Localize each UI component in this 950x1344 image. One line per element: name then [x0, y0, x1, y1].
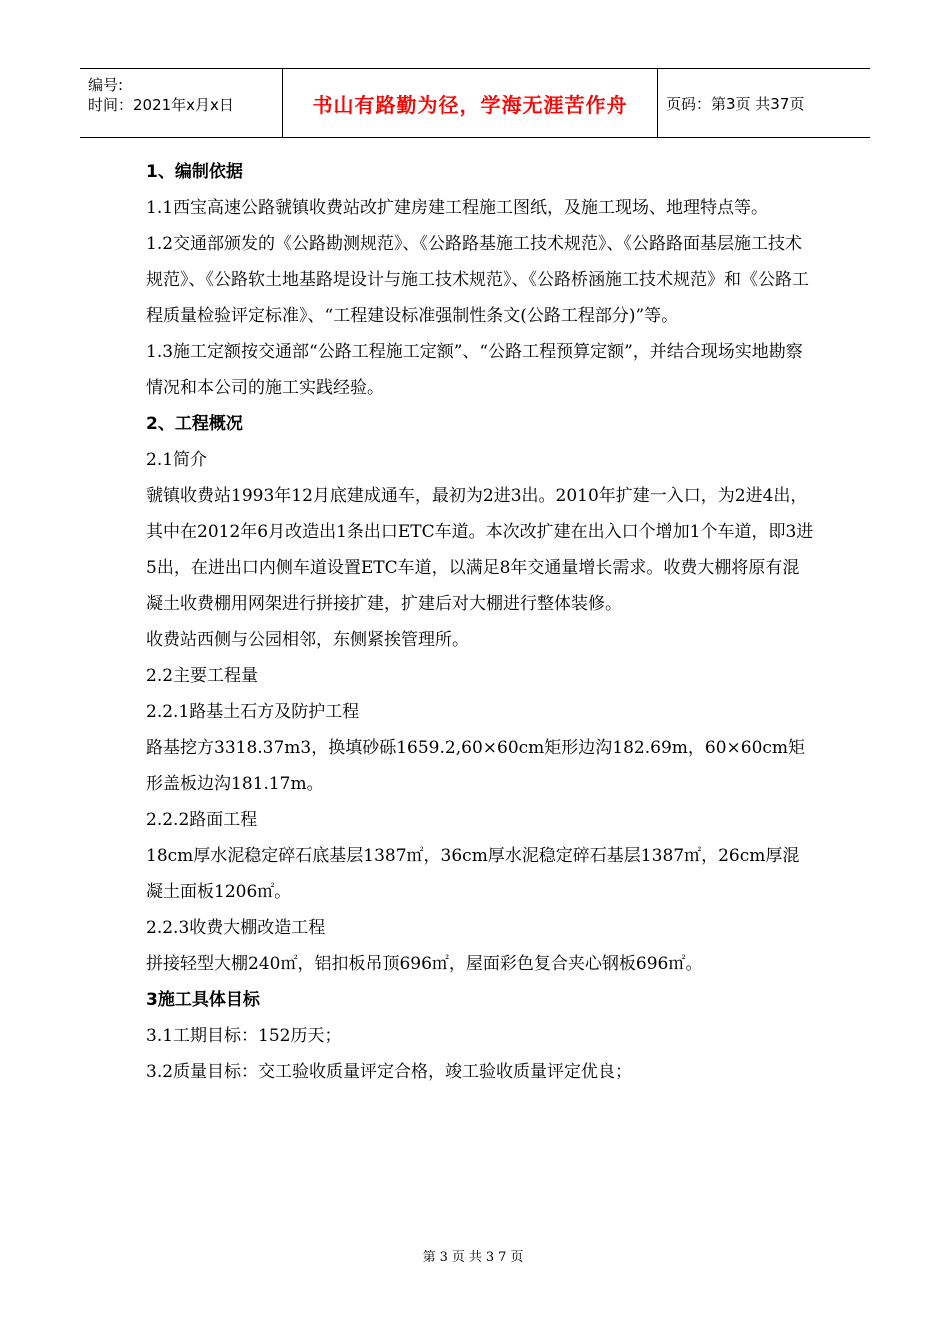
paragraph-2-2-1: 路基挖方3318.37m3，换填砂砾1659.2,60×60cm矩形边沟182.69m，60×60cm矩形盖板边沟181.17m。	[146, 738, 806, 794]
header-motto: 书山有路勤为径，学海无涯苦作舟	[282, 69, 658, 137]
time-label: 时间：2021年x月x日	[88, 96, 234, 114]
paragraph-2-1-b: 收费站西侧与公园相邻，东侧紧挨管理所。	[146, 630, 469, 650]
header-page-info: 页码：第3页 共37页	[666, 94, 805, 113]
subsection-2-2-3-title: 2.2.3收费大棚改造工程	[146, 918, 326, 938]
page-header	[80, 68, 870, 138]
paragraph-1-3: 1.3施工定额按交通部“公路工程施工定额”、“公路工程预算定额”，并结合现场实地勘察情况和本公司的施工实践经验。	[146, 342, 803, 398]
subsection-2-2-2-title: 2.2.2路面工程	[146, 810, 258, 830]
header-meta	[80, 69, 282, 137]
subsection-2-2-1-title: 2.2.1路基土石方及防护工程	[146, 702, 360, 722]
paragraph-3-1: 3.1工期目标：152历天；	[146, 1026, 342, 1046]
paragraph-1-1: 1.1西宝高速公路虢镇收费站改扩建房建工程施工图纸，及施工现场、地理特点等。	[146, 198, 769, 218]
section-2-title: 2、工程概况	[146, 414, 243, 434]
document-body	[146, 154, 816, 1090]
subsection-2-2-title: 2.2主要工程量	[146, 666, 259, 686]
paragraph-2-2-3: 拼接轻型大棚240㎡，铝扣板吊顶696㎡，屋面彩色复合夹心钢板696㎡。	[146, 954, 703, 974]
paragraph-1-2: 1.2交通部颁发的《公路勘测规范》、《公路路基施工技术规范》、《公路路面基层施工技术规范》、《公路软土地基路堤设计与施工技术规范》、《公路桥涵施工技术规范》和《公路工程质量检验评定标准》、“工程建设标准强制性条文(公路工程部分)”等。	[146, 234, 809, 326]
section-3-title: 3施工具体目标	[146, 990, 260, 1010]
paragraph-3-2: 3.2质量目标：交工验收质量评定合格，竣工验收质量评定优良；	[146, 1062, 633, 1082]
section-1-title: 1、编制依据	[146, 162, 243, 182]
page-footer: 第3页共37页	[422, 1250, 528, 1265]
subsection-2-1-title: 2.1简介	[146, 450, 208, 470]
number-label: 编号:	[88, 76, 124, 94]
paragraph-2-2-2: 18cm厚水泥稳定碎石底基层1387㎡，36cm厚水泥稳定碎石基层1387㎡，26cm厚混凝土面板1206㎡。	[146, 846, 800, 902]
paragraph-2-1: 虢镇收费站1993年12月底建成通车，最初为2进3出。2010年扩建一入口，为2进4出，其中在2012年6月改造出1条出口ETC车道。本次改扩建在出入口个增加1个车道，即3进5出，在进出口内侧车道设置ETC车道，以满足8年交通量增长需求。收费大棚将原有混凝土收费棚用网架进行拼接扩建，扩建后对大棚进行整体装修。	[146, 486, 814, 614]
